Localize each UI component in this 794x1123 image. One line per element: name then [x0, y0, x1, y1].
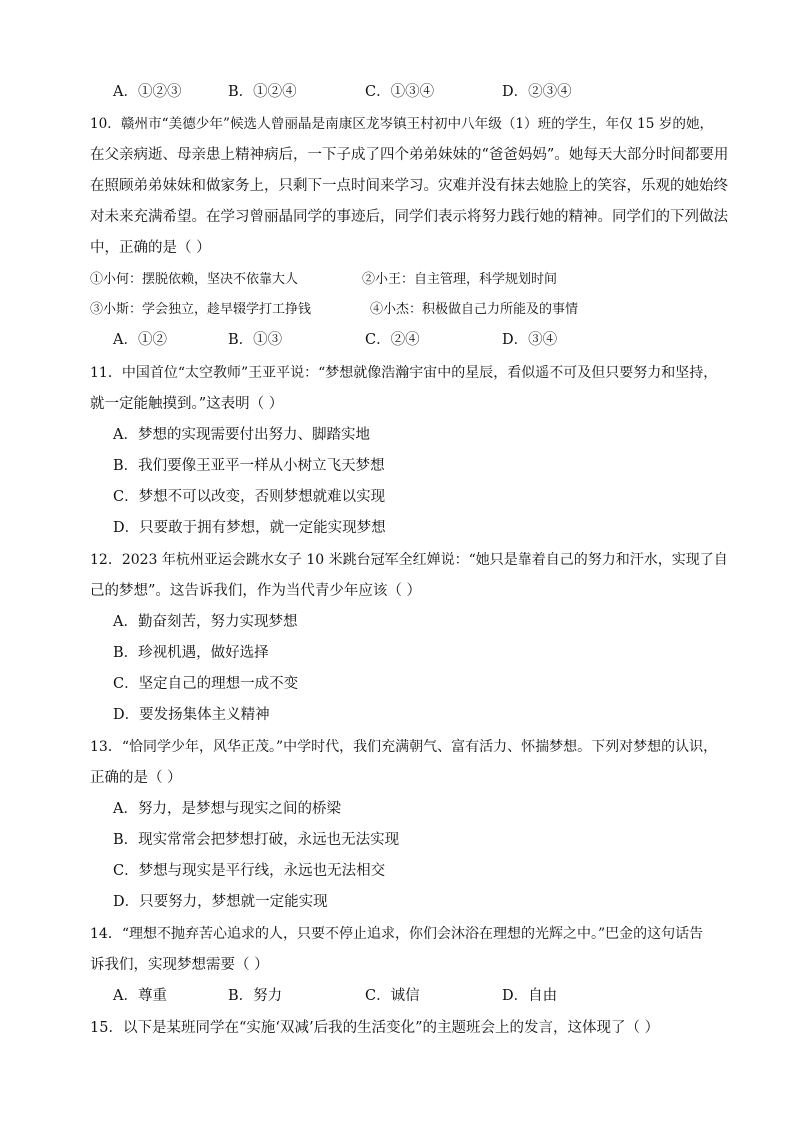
q10-stem-line-4: 对未来充满希望。在学习曾丽晶同学的事迹后，同学们表示将努力践行她的精神。同学们的下列做法 [90, 209, 728, 225]
q11-option-c[interactable]: C．梦想不可以改变，否则梦想就难以实现 [113, 489, 386, 505]
q10-statement-2: ②小王：自主管理，科学规划时间 [362, 272, 558, 287]
q10-option-c[interactable]: C．②④ [365, 332, 420, 348]
q13-stem-line-2: 正确的是（ ） [90, 770, 182, 786]
q12-option-a[interactable]: A．勤奋刻苦，努力实现梦想 [113, 614, 298, 630]
q9-option-b[interactable]: B．①②④ [228, 84, 297, 100]
q11-option-a[interactable]: A．梦想的实现需要付出努力、脚踏实地 [113, 427, 370, 443]
q11-option-b[interactable]: B．我们要像王亚平一样从小树立飞天梦想 [113, 458, 385, 474]
q11-stem-line-1: 11．中国首位“太空教师”王亚平说：“梦想就像浩瀚宇宙中的星辰，看似遥不可及但只要努力和坚持， [90, 365, 718, 381]
q10-stem-line-1: 10．赣州市“美德少年”候选人曾丽晶是南康区龙岑镇王村初中八年级（1）班的学生，年仅 15 岁的她， [90, 116, 714, 132]
q14-option-c[interactable]: C．诚信 [365, 988, 420, 1004]
q13-option-d[interactable]: D．只要努力，梦想就一定能实现 [113, 894, 328, 910]
q11-option-d[interactable]: D．只要敢于拥有梦想，就一定能实现梦想 [113, 520, 386, 536]
q14-stem-line-2: 诉我们，实现梦想需要（ ） [90, 957, 269, 973]
q10-stem-line-2: 在父亲病逝、母亲患上精神病后，一下子成了四个弟弟妹妹的“爸爸妈妈”。她每天大部分时间都要用 [90, 147, 729, 163]
q13-option-c[interactable]: C．梦想与现实是平行线，永远也无法相交 [113, 863, 386, 879]
q12-option-b[interactable]: B．珍视机遇，做好选择 [113, 645, 269, 661]
q12-stem-line-1: 12．2023 年杭州亚运会跳水女子 10 米跳台冠军全红婵说：“她只是靠着自己的努力和汗水，实现了自 [90, 552, 728, 568]
q14-option-d[interactable]: D．自由 [502, 988, 558, 1004]
q10-statement-3: ③小斯：学会独立，趁早辍学打工挣钱 [90, 302, 312, 317]
q9-option-a[interactable]: A．①②③ [113, 84, 182, 100]
q11-stem-line-2: 就一定能触摸到。”这表明（ ） [90, 396, 284, 412]
q10-statement-1: ①小何：摆脱依赖，坚决不依靠大人 [90, 272, 299, 287]
q13-option-b[interactable]: B．现实常常会把梦想打破，永远也无法实现 [113, 832, 400, 848]
q12-option-d[interactable]: D．要发扬集体主义精神 [113, 707, 270, 723]
q9-option-d[interactable]: D．②③④ [502, 84, 572, 100]
q12-option-c[interactable]: C．坚定自己的理想一成不变 [113, 676, 299, 692]
q13-stem-line-1: 13．“恰同学少年，风华正茂。”中学时代，我们充满朝气、富有活力、怀揣梦想。下列对梦想的认识， [90, 739, 718, 755]
q14-stem-line-1: 14．“理想不抛弃苦心追求的人，只要不停止追求，你们会沐浴在理想的光辉之中。”巴金的这句话告 [90, 926, 704, 942]
q10-option-d[interactable]: D．③④ [502, 332, 558, 348]
q14-option-a[interactable]: A．尊重 [113, 988, 167, 1004]
q10-statement-4: ④小杰：积极做自己力所能及的事情 [370, 302, 579, 317]
q12-stem-line-2: 己的梦想”。这告诉我们，作为当代青少年应该（ ） [90, 583, 422, 599]
q10-stem-line-3: 在照顾弟弟妹妹和做家务上，只剩下一点时间来学习。灾难并没有抹去她脸上的笑容，乐观的她始终 [90, 178, 728, 194]
q10-option-a[interactable]: A．①② [113, 332, 167, 348]
q15-stem-line-1: 15．以下是某班同学在“实施‘双减’后我的生活变化”的主题班会上的发言，这体现了（ ） [90, 1020, 660, 1036]
q10-stem-line-5: 中，正确的是（ ） [90, 240, 211, 256]
q9-option-c[interactable]: C．①③④ [365, 84, 435, 100]
q13-option-a[interactable]: A．努力，是梦想与现实之间的桥梁 [113, 801, 341, 817]
q10-option-b[interactable]: B．①③ [228, 332, 283, 348]
q14-option-b[interactable]: B．努力 [228, 988, 283, 1004]
